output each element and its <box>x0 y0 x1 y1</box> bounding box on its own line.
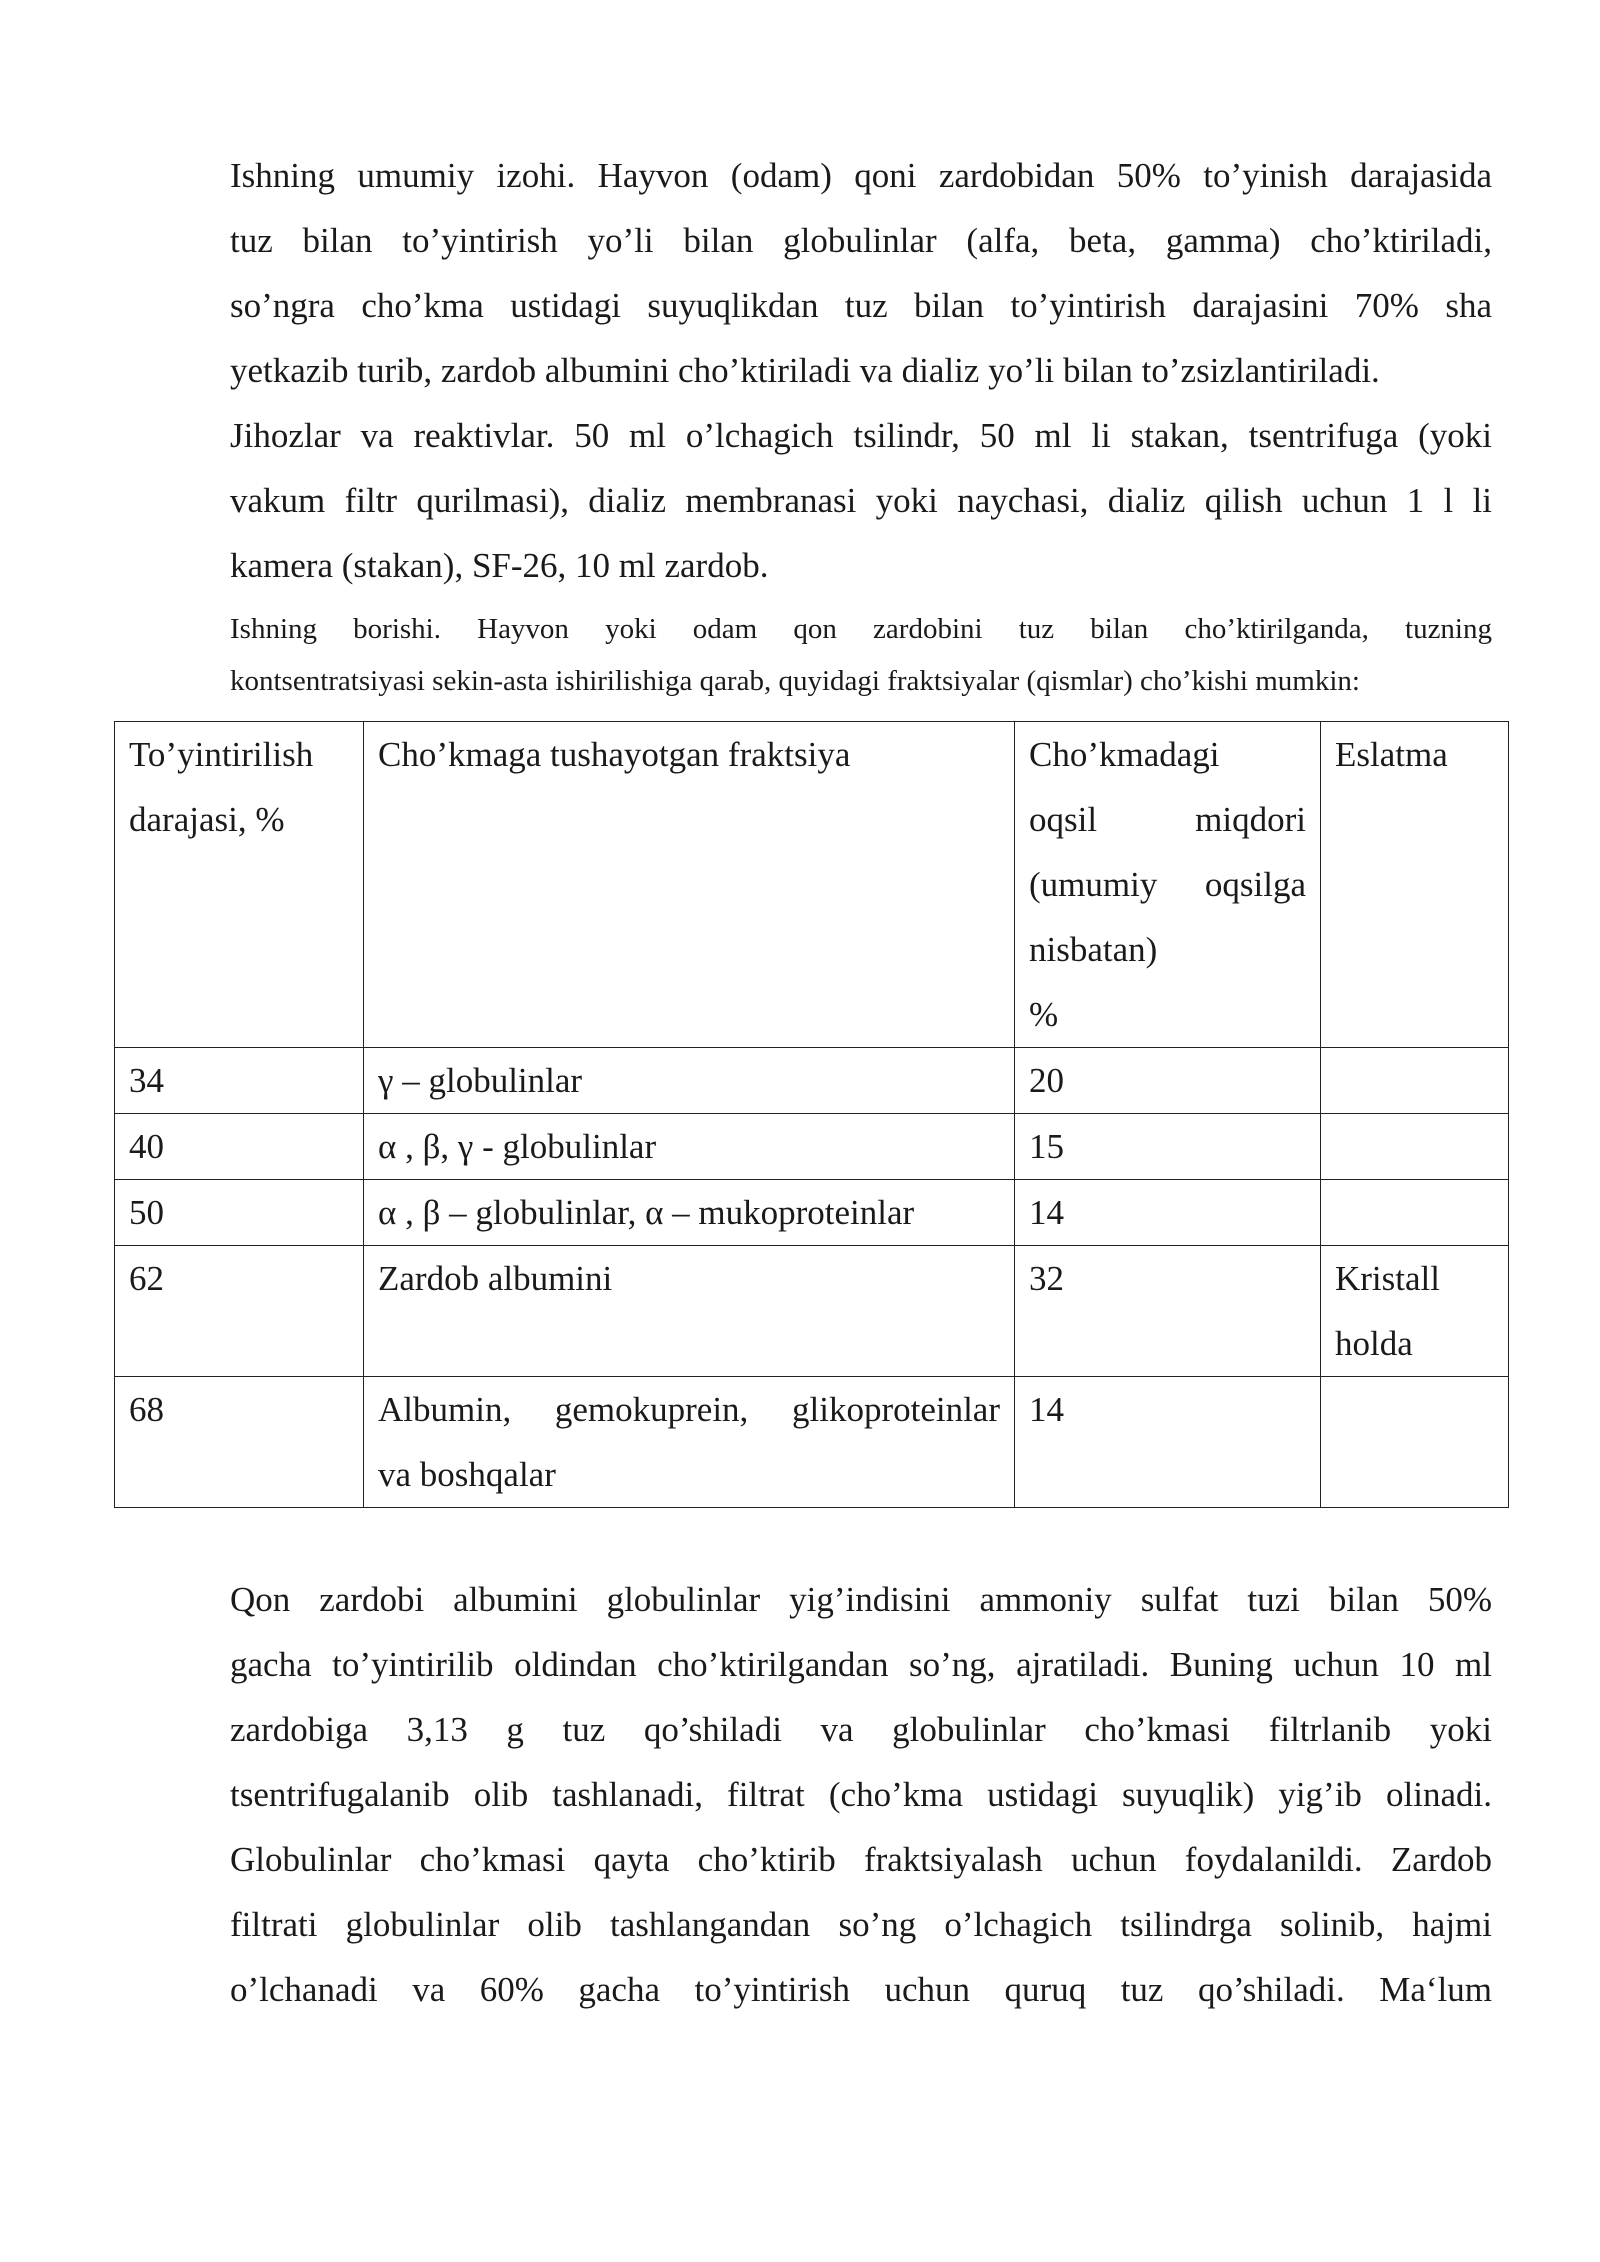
fraction-table <box>114 721 1509 1508</box>
header-saturation-level <box>115 722 364 1048</box>
cell-level: 62 <box>115 1246 364 1377</box>
text-line: Ishning umumiy izohi. Hayvon (odam) qoni zardobidan 50% to’yinish darajasida <box>230 156 1492 195</box>
cell-fraction <box>364 1180 1015 1246</box>
cell-fraction <box>364 1048 1015 1114</box>
cell-note <box>1321 1048 1509 1114</box>
cell-text: γ – globulinlar <box>378 1061 583 1100</box>
cell-level: 34 <box>115 1048 364 1114</box>
table-row <box>115 1246 1509 1377</box>
procedure-paragraph <box>230 603 1492 707</box>
header-text: Cho’kmaga tushayotgan fraktsiya <box>378 735 851 774</box>
header-text: nisbatan) <box>1029 930 1158 969</box>
text-line: yetkazib turib, zardob albumini cho’ktiriladi va dializ yo’li bilan to’zsizlantiriladi. <box>230 351 1380 390</box>
header-text: % <box>1029 995 1059 1034</box>
cell-text: Zardob albumini <box>378 1259 613 1298</box>
text-line: o’lchanadi va 60% gacha to’yintirish uchun quruq tuz qo’shiladi. Ma‘lum <box>230 1970 1492 2009</box>
text-line: tsentrifugalanib olib tashlanadi, filtrat (cho’kma ustidagi suyuqlik) yig’ib olinadi. <box>230 1775 1492 1814</box>
cell-text: α , β, γ - globulinlar <box>378 1127 657 1166</box>
header-note <box>1321 722 1509 1048</box>
cell-text: va boshqalar <box>378 1455 556 1494</box>
cell-amount: 14 <box>1015 1180 1321 1246</box>
cell-note <box>1321 1114 1509 1180</box>
text-line: kamera (stakan), SF-26, 10 ml zardob. <box>230 546 769 585</box>
text-line: tuz bilan to’yintirish yo’li bilan globulinlar (alfa, beta, gamma) cho’ktiriladi, <box>230 221 1492 260</box>
header-text: darajasi, % <box>129 800 285 839</box>
equipment-paragraph <box>230 403 1492 598</box>
text-line: gacha to’yintirilib oldindan cho’ktirilgandan so’ng, ajratiladi. Buning uchun 10 ml <box>230 1645 1492 1684</box>
text-line: filtrati globulinlar olib tashlangandan so’ng o’lchagich tsilindrga solinib, hajmi <box>230 1905 1492 1944</box>
text-line: Globulinlar cho’kmasi qayta cho’ktirib fraktsiyalash uchun foydalanildi. Zardob <box>230 1840 1492 1879</box>
text-line: so’ngra cho’kma ustidagi suyuqlikdan tuz bilan to’yintirish darajasini 70% sha <box>230 286 1492 325</box>
cell-amount: 32 <box>1015 1246 1321 1377</box>
intro-text <box>230 143 1492 598</box>
cell-fraction <box>364 1114 1015 1180</box>
table-header-row <box>115 722 1509 1048</box>
procedure-intro <box>230 603 1492 707</box>
text-line: Jihozlar va reaktivlar. 50 ml o’lchagich tsilindr, 50 ml li stakan, tsentrifuga (yoki <box>230 416 1492 455</box>
text-line: zardobiga 3,13 g tuz qo’shiladi va globulinlar cho’kmasi filtrlanib yoki <box>230 1710 1492 1749</box>
table-row <box>115 1048 1509 1114</box>
cell-text: Kristall <box>1335 1259 1440 1298</box>
cell-note <box>1321 1377 1509 1508</box>
text-line: Qon zardobi albumini globulinlar yig’indisini ammoniy sulfat tuzi bilan 50% <box>230 1580 1492 1619</box>
header-text: To’yintirilish <box>129 735 314 774</box>
table-row <box>115 1180 1509 1246</box>
cell-amount: 20 <box>1015 1048 1321 1114</box>
header-text: Eslatma <box>1335 735 1448 774</box>
cell-level: 68 <box>115 1377 364 1508</box>
header-fraction <box>364 722 1015 1048</box>
header-text: Cho’kmadagi <box>1029 735 1220 774</box>
cell-note <box>1321 1246 1509 1377</box>
cell-text: holda <box>1335 1324 1413 1363</box>
text-line: vakum filtr qurilmasi), dializ membranasi yoki naychasi, dializ qilish uchun 1 l li <box>230 481 1492 520</box>
cell-note <box>1321 1180 1509 1246</box>
cell-text: α , β – globulinlar, α – mukoproteinlar <box>378 1193 915 1232</box>
cell-amount: 14 <box>1015 1377 1321 1508</box>
outro-text <box>230 1567 1492 2022</box>
cell-text: Albumin, gemokuprein, glikoproteinlar <box>378 1390 1000 1429</box>
albumin-paragraph <box>230 1567 1492 2022</box>
table-row <box>115 1377 1509 1508</box>
table-row <box>115 1114 1509 1180</box>
header-text: (umumiy oqsilga <box>1029 865 1306 904</box>
text-line: Ishning borishi. Hayvon yoki odam qon zardobini tuz bilan cho’ktirilganda, tuzning <box>230 613 1492 645</box>
cell-level: 40 <box>115 1114 364 1180</box>
cell-fraction <box>364 1377 1015 1508</box>
general-description-paragraph <box>230 143 1492 403</box>
cell-level: 50 <box>115 1180 364 1246</box>
header-protein-amount <box>1015 722 1321 1048</box>
cell-amount: 15 <box>1015 1114 1321 1180</box>
text-line: kontsentratsiyasi sekin-asta ishirilishiga qarab, quyidagi fraktsiyalar (qismlar) cho’kishi mumkin: <box>230 665 1360 697</box>
header-text: oqsil miqdori <box>1029 800 1306 839</box>
cell-fraction <box>364 1246 1015 1377</box>
